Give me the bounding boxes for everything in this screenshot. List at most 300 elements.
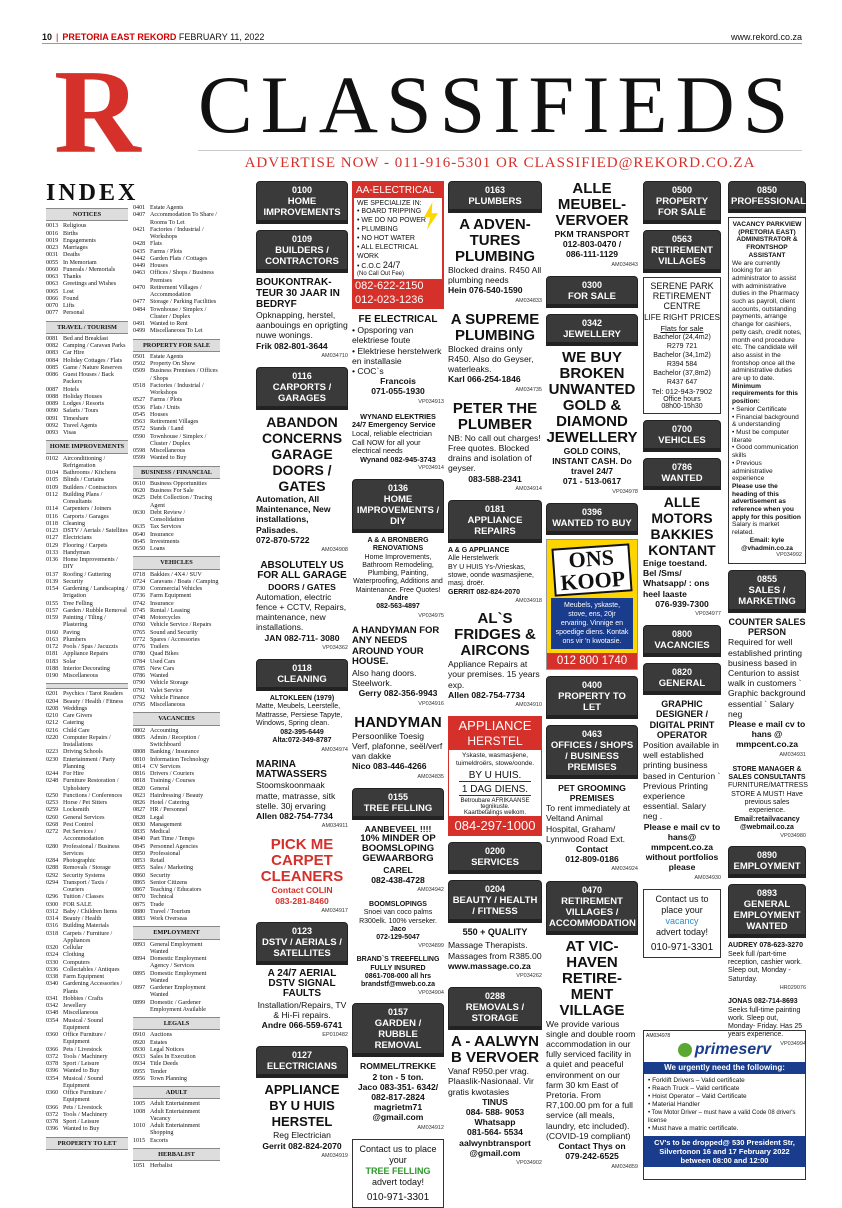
index-section-header: ADULT [133, 1086, 220, 1099]
index-entry: 0786 Wanted [133, 673, 169, 679]
index-entry: 0598 Miscellaneous [133, 448, 186, 454]
index-entry: 0340 Gardening Accessories / Plants [46, 981, 123, 995]
index-entry: 0899 Domestic / Gardener Employment Available [133, 999, 206, 1013]
index-entry: 0827 HR / Personnel [133, 807, 188, 814]
index-entry: 0428 Flats [133, 241, 162, 248]
index-entry: 0955 Tender [133, 1068, 167, 1075]
index-entry: 0860 Security [133, 872, 171, 879]
index-entry: 0378 Sport / Leisure [46, 1061, 100, 1067]
category-header[interactable]: 0342 JEWELLERY [546, 314, 638, 346]
index-entry: 0087 Hotels [46, 386, 79, 393]
index-entry: 0216 Child Care [46, 727, 90, 734]
classified-ad: WE BUY BROKEN UNWANTED GOLD & DIAMOND JEWELLERY GOLD COINS, INSTANT CASH. Do travel 24/7 071 - 513-0617 VP034978 [546, 348, 638, 495]
classified-ad: JONAS 082-714-8693 Seeks full-time painting work. Sleep out, Monday- Friday. Has 25 years experience. VP034994 [728, 998, 806, 1047]
classified-ad: ABSOLUTELY US FOR ALL GARAGE DOORS / GATES Automation, electric fence + CCTV, Repairs, maintenance, new installations. JAN 082-711- 3080 VP034362 [256, 560, 348, 651]
index-entry: 0501 Estate Agents [133, 353, 184, 360]
index-entry: 0491 Wanted to Rent [133, 321, 188, 327]
index-entry: 0893 General Employment Wanted [133, 941, 203, 955]
index-entry: 0127 Electricians [46, 535, 92, 542]
index-entry: 0288 Removals / Storage [46, 865, 111, 872]
index-entry: 0208 Weddings [46, 705, 88, 712]
index-entry: 0250 Functions / Conferences [46, 792, 123, 799]
index-entry: 0765 Sound and Security [133, 629, 198, 636]
primeserv-logo: primeserv [644, 1041, 805, 1059]
index-entry: 0572 Stands / Land [133, 426, 184, 433]
index-entry: 0188 Interior Decorating [46, 665, 110, 672]
index-entry: 0870 Technical [133, 894, 174, 901]
index-entry: 0104 Bathrooms / Kitchens [46, 470, 117, 476]
index-entry: 0956 Town Planning [133, 1075, 187, 1082]
category-header[interactable]: 0400 PROPERTY TO LET [546, 676, 638, 719]
index-entry: 0366 Pets / Livestock [46, 1046, 102, 1053]
index-entry: 0875 Trade [133, 901, 164, 908]
index-entry: 0630 Debt Review / Consolidation [133, 509, 186, 523]
index-entry: 0360 Office Furniture / Equipment [46, 1032, 106, 1046]
index-entry: 0212 Catering [46, 720, 84, 727]
index-entry: 0201 Psychics / Tarot Readers [46, 691, 123, 698]
index-entry: 0320 Cellular [46, 945, 83, 951]
index-entry: 0172 Pools / Spas / Jacuzzis [46, 644, 118, 650]
classified-ad: FE ELECTRICAL • Opsporing van elektriese foute • Elektriese herstelwerk en installasie • COC`s Francois 071-055-1930 VP034913 [352, 314, 444, 405]
column-home-improvements [256, 175, 348, 1167]
classified-ad: A SUPREME PLUMBING Blocked drains only R450. Also do Geyser, waterleaks. Karl 066-254-1846 AM034735 [448, 310, 542, 393]
index-section-header: NOTICES [46, 208, 128, 221]
index-entry: 0509 Business Premises / Offices / Shops [133, 368, 218, 382]
index-section-header: LEGALS [133, 1017, 220, 1030]
index-entry: 0244 For Hire [46, 771, 84, 777]
index-entry: 0318 Carpets / Furniture / Appliances [46, 930, 113, 944]
index-entry: 0442 Garden Flats / Cottages [133, 255, 208, 262]
index-entry: 0181 Appliance Repairs [46, 651, 109, 658]
category-header[interactable]: 0850 PROFESSIONAL [728, 181, 806, 213]
index-entry: 0294 Transport / Taxis / Couriers [46, 879, 108, 893]
index-entry: 0272 Pet Services / Accommodation [46, 829, 104, 843]
appliance-herstel-ad: APPLIANCE HERSTEL Yskaste, wasmasjiene, tuimeldroërs, stowe/oonde. BY U HUIS. 1 DAG DIENS. Betroubare AFRIKAANSE tegnikuste. Kaartbetalings welkom. 084-297-1000 [448, 716, 542, 836]
index-entry: 0292 Security Systems [46, 872, 106, 879]
classified-ad: PET GROOMING PREMISES To rent immediately at Veltand Animal Hospital, Graham/ Lynnwood Road Ext. Contact 012-809-0186 AM034924 [546, 782, 638, 873]
index-entry: 0296 Tuition / Classes [46, 894, 104, 901]
classified-ad: ALLE MEUBEL-VERVOER PKM TRANSPORT 012-803-0470 / 086-111-1129 AM034843 [554, 180, 638, 268]
index-column-1 [46, 205, 128, 1152]
category-header[interactable]: 0157 GARDEN / RUBBLE REMOVAL [352, 1003, 444, 1057]
index-entry: 0378 Sport / Leisure [46, 1119, 100, 1125]
index-entry: 0280 Professional / Business Services [46, 843, 120, 857]
index-entry: 1005 Adult Entertainment [133, 1101, 200, 1108]
index-entry: 0563 Retirement Villages [133, 419, 199, 425]
index-entry: 0123 DSTV / Aerials / Satellites [46, 528, 128, 534]
index-entry: 0183 Solar [46, 658, 76, 665]
classified-ad: ABANDON CONCERNS GARAGE DOORS / GATES Automation, All Maintenance, New installations, Palisades. 072-870-5722 AM034908 [256, 414, 348, 554]
index-entry: 0268 Pest Control [46, 821, 94, 828]
index-entry: 0814 CV Services [133, 763, 181, 770]
index-entry: 0742 Insurance [133, 600, 174, 607]
index-entry: 0354 Musical / Sound Equipment [46, 1017, 103, 1031]
category-header[interactable]: 0786 WANTED [643, 458, 721, 490]
index-entry: 0645 Investments [133, 538, 180, 545]
index-entry: 0063 Greetings and Wishes [46, 281, 117, 288]
index-entry: 0089 Lodges / Resorts [46, 401, 104, 407]
index-entry: 0790 Vehicle Storage [133, 680, 189, 687]
index-entry: 0160 Paving [46, 629, 80, 636]
index-entry: 0840 Part Time / Temps [133, 836, 195, 843]
index-entry: 0407 Accommodation To Share / Rooms To Let [133, 212, 217, 226]
category-header[interactable]: 0118 CLEANING [256, 659, 348, 691]
index-entry: 0316 Building Materials [46, 923, 109, 930]
serene-park-ad: SERENE PARK RETIREMENT CENTRE LIFE RIGHT PRICES Flats for sale Bachelor (24,4m2) R279 721 Bachelor (34,1m2) R394 584 Bachelor (37,8m2) R437 647 Tel: 012-943-7902 Office hours 08h00-15h30 [643, 277, 721, 414]
index-entry: 0360 Office Furniture / Equipment [46, 1090, 106, 1104]
index-section-header [46, 683, 128, 689]
index-entry: 0159 Painting / Tiling / Plastering [46, 615, 106, 629]
classified-ad: GRAPHIC DESIGNER / DIGITAL PRINT OPERATOR Position available in well established printing business based in Centurion ` Previous Printing experience essential. Salary neg . Please e mail cv to hans@ mmpcent.co.za without portfolios please AM034930 [643, 699, 721, 881]
classified-ad: A ADVEN-TURES PLUMBING Blocked drains. R450 All plumbing needs Hein 076-540-1590 AM034833 [448, 216, 542, 304]
index-entry: 0610 Business Opportunities [133, 480, 207, 487]
index-entry: 0220 Computer Repairs / Installations [46, 734, 111, 748]
index-entry: 0118 Cleaning [46, 520, 86, 527]
aa-electrical-ad: AA-ELECTRICAL WE SPECIALIZE IN: • BOARD TRIPPING • WE DO NO POWER • PLUMBING • NO HOT WATER • ALL ELECTRICAL WORK • C.O.C 24/7 (No Call Out Fee) 082-622-2150 012-023-1236 [352, 181, 444, 309]
index-entry: 0855 Sales / Marketing [133, 865, 193, 872]
index-title: INDEX [46, 180, 139, 206]
classified-ad: AANBEVEEL !!!! 10% MINDER OP BOOMSLOPING GEWAARBORG CAREL 082-438-4728 AM034942 [360, 823, 444, 893]
index-entry: 0933 Sales In Execution [133, 1054, 196, 1060]
index-entry: 0421 Factories / Industrial / Workshops [133, 226, 204, 240]
ons-koop-ad: ONS KOOP Meubels, yskaste, stove, ens, 20jr ervaring. Vinnige en spoedige diens. Kontak ons vir 'n kwotasie. 012 800 1740 [546, 539, 638, 670]
index-entry: 0620 Business For Sale [133, 488, 194, 494]
index-section-header: HOME IMPROVEMENTS [46, 440, 128, 453]
category-header[interactable]: 0127 ELECTRICIANS [256, 1046, 348, 1078]
category-header[interactable]: 0109 BUILDERS / CONTRACTORS [256, 230, 348, 273]
index-entry: 0093 Visas [46, 430, 77, 436]
index-entry: 0934 Title Deeds [133, 1061, 179, 1068]
index-entry: 0259 Locksmith [46, 807, 90, 814]
category-header[interactable]: 0181 APPLIANCE REPAIRS [448, 500, 542, 543]
index-entry: 0284 Photographic [46, 858, 96, 864]
index-entry: 0718 Bakkies / 4X4 / SUV [133, 571, 202, 578]
index-entry: 0133 Handyman [46, 549, 90, 556]
index-entry: 0401 Estate Agents [133, 205, 184, 211]
index-entry: 0112 Building Plans / Consultants [46, 491, 103, 505]
index-entry: 0463 Offices / Shops / Business Premises [133, 270, 214, 284]
index-entry: 0260 General Services [46, 814, 105, 821]
index-entry: 0060 Funerals / Memorials [46, 266, 116, 273]
index-entry: 0772 Spares / Accessories [133, 636, 200, 643]
index-entry: 0019 Engagements [46, 237, 96, 244]
index-entry: 0300 FOR SALE [46, 901, 92, 908]
classified-ad: BOUKONTRAK-TEUR 30 JAAR IN BEDRYF Opknapping, herstel, aanbouings en oprigting nuwe wonings. Frik 082-801-3644 AM034710 [256, 277, 348, 359]
contact-box-vacancy: Contact us to place your vacancy advert today! 010-971-3301 [643, 889, 721, 958]
classified-ad: HANDYMAN Persoonlike Toesig Verf, plafonne, seël/verf van dakke Nico 083-446-4266 AM034835 [352, 713, 444, 780]
index-entry: 0930 Legal Notices [133, 1046, 185, 1053]
index-entry: 0137 Roofing / Guttering [46, 571, 112, 578]
contact-box-tree-felling: Contact us to place your TREE FELLING advert today! 010-971-3301 [352, 1139, 444, 1208]
index-entry: 1015 Escorts [133, 1137, 168, 1144]
category-header[interactable]: 0463 OFFICES / SHOPS / BUSINESS PREMISES [546, 725, 638, 779]
index-entry: 0545 Houses [133, 411, 168, 418]
logo-letter: R [54, 45, 141, 178]
index-entry: 0312 Baby / Children Items [46, 908, 117, 915]
classified-ad: 550 + QUALITY Massage Therapists. Massages from R385.00 www.massage.co.za VP034262 [448, 927, 542, 979]
index-entry: 0810 Information Technology [133, 756, 210, 763]
index-entry: 0092 Travel Agents [46, 422, 98, 429]
index-entry: 0204 Beauty / Health / Fitness [46, 698, 124, 705]
classified-ad: ROMMEL/TREKKE 2 ton - 5 ton. Jaco 083-351- 6342/ 082-817-2824 magrietm71 @gmail.com AM034912 [357, 1061, 444, 1131]
category-header[interactable]: 0820 GENERAL [643, 663, 721, 695]
index-entry: 0129 Flooring / Carpets [46, 542, 108, 549]
classified-ad: A & G APPLIANCE Alle Herstelwerk BY U HUIS Ys-/Vrieskas, stowe, oonde wasmasjiene, masj. droër. GERRIT 082-824-2070 AM034918 [448, 547, 542, 604]
column-electrical-trees [352, 175, 444, 1208]
index-section-header: PROPERTY FOR SALE [133, 339, 220, 352]
category-header[interactable]: 0800 VACANCIES [643, 625, 721, 657]
index-entry: 0850 Professional [133, 850, 181, 857]
publication-name: PRETORIA EAST REKORD [62, 32, 177, 42]
index-entry: 0210 Care Givers [46, 713, 93, 719]
classified-ad: PETER THE PLUMBER NB: No call out charges! Free quotes. Blocked drains and isolation of geyser. 083-588-2341 AM034914 [448, 399, 542, 492]
index-section-header: TRAVEL / TOURISM [46, 321, 128, 334]
index-entry: 0324 Clothing [46, 952, 85, 959]
index-entry: 0823 Hairdressing / Beauty [133, 792, 204, 799]
category-header[interactable]: 0136 HOME IMPROVEMENTS / DIY [352, 479, 444, 533]
website-link[interactable]: www.rekord.co.za [730, 32, 802, 42]
classified-ad: AL`S FRIDGES & AIRCONS Appliance Repairs at your premises. 15 years exp. Allen 082-754-7734 AM034910 [448, 610, 542, 708]
category-header[interactable]: 0300 FOR SALE [546, 276, 638, 308]
index-entry: 1051 Herbalist [133, 1163, 173, 1169]
index-entry: 0499 Miscellaneous To Let [133, 328, 203, 335]
index-entry: 0828 Legal [133, 814, 164, 821]
primeserv-ad: AM034978 primeserv We urgently need the following: • Forklift Drivers – Valid certificate • Reach Truck – Valid certificate • Hoist Operator – Valid Certificate • Material Handler • Tow Motor Driver – must have a valid Code 08 driver's license • Must have a matric certificate. CV's to be dropped@ 530 President Str, Silvertonon 16 and 17 February 2022 between 08:00 and 12:00 [643, 1030, 806, 1180]
index-entry: 0330 Computers [46, 959, 90, 966]
index-entry: 0599 Wanted to Buy [133, 455, 187, 462]
category-header[interactable]: 0700 VEHICLES [643, 420, 721, 452]
category-header[interactable]: 0893 GENERAL EMPLOYMENT WANTED [728, 884, 806, 938]
index-entry: 0536 Flats / Units [133, 404, 180, 411]
index-entry: 0920 Estates [133, 1039, 168, 1046]
index-entry: 0023 Marriages [46, 245, 88, 251]
category-header[interactable]: 0563 RETIREMENT VILLAGES [643, 230, 721, 273]
index-entry: 0883 Work Overseas [133, 916, 188, 922]
index-entry: 0084 Holiday Cottages / Flats [46, 357, 123, 364]
index-entry: 0082 Camping / Caravan Parks [46, 343, 126, 349]
index-entry: 0527 Farms / Plots [133, 397, 183, 404]
index-entry: 0163 Plumbers [46, 636, 87, 643]
index-entry: 0077 Personal [46, 310, 84, 317]
index-entry: 0190 Miscellaneous [46, 673, 99, 679]
index-entry: 0016 Births [46, 230, 78, 237]
index-column-2 [133, 205, 220, 1170]
index-entry: 0088 Holiday Houses [46, 393, 103, 400]
index-entry: 0845 Personnel Agencies [133, 843, 198, 850]
index-entry: 0223 Driving Schools [46, 749, 103, 756]
index-entry: 0085 Game / Nature Reserves [46, 364, 123, 371]
index-entry: 0314 Beauty / Health [46, 916, 102, 922]
category-header[interactable]: 0470 RETIREMENT VILLAGES / ACCOMMODATION [546, 881, 638, 935]
category-header[interactable]: 0116 CARPORTS / GARAGES [256, 367, 348, 410]
index-entry: 0248 Furniture Restoration / Upholstery [46, 778, 119, 792]
advertise-banner: ADVERTISE NOW - 011-916-5301 OR CLASSIFIED@REKORD.CO.ZA [198, 150, 802, 174]
index-entry: 0502 Property On Show [133, 361, 196, 367]
index-entry: 0820 General [133, 785, 170, 792]
index-entry: 0338 Farm Equipment [46, 974, 105, 980]
index-entry: 0590 Townhouse / Simplex / Cluster / Duplex [133, 433, 207, 447]
index-entry: 0760 Vehicle Service / Repairs [133, 622, 212, 629]
index-entry: 0808 Banking / Insurance [133, 749, 200, 756]
category-header[interactable]: 0100 HOME IMPROVEMENTS [256, 181, 348, 224]
classified-ad: A - AALWYN B VERVOER Vanaf R950.per vrag. Plaaslik-Nasionaal. Vir gratis kwotasies TINUS 084- 588- 9053 Whatsapp 081-564- 5534 aalwynbtransport @gmail.com VP034902 [448, 1033, 542, 1166]
classified-ad: A HANDYMAN FOR ANY NEEDS AROUND YOUR HOUSE. Also hang doors. Steelwork. Gerry 082-356-9943 VP034916 [352, 624, 444, 707]
category-header[interactable]: 0855 SALES / MARKETING [728, 570, 806, 613]
index-entry: 0792 Vehicle Finance [133, 694, 190, 701]
index-entry: 0366 Pets / Livestock [46, 1104, 102, 1111]
classified-ad: BOOMSLOPINGS Snoei van coco palms R300elk. 100% verseker. Jaco 072-129-5047 VP034899 [359, 901, 444, 950]
classified-ad: PICK ME CARPET CLEANERS Contact COLIN 083-281-8460 AM034917 [260, 836, 348, 914]
index-entry: 0449 Houses [133, 263, 168, 269]
index-entry: 0724 Caravans / Boats / Camping [133, 578, 219, 585]
index-entry: 0081 Bed and Breakfast [46, 335, 109, 342]
column-for-sale [546, 175, 638, 1178]
index-entry: 0066 Found [46, 295, 79, 302]
index-entry: 0776 Trailers [133, 644, 169, 650]
index-entry: 0745 Rental / Leasing [133, 607, 190, 614]
category-header[interactable]: 0200 SERVICES [448, 842, 542, 874]
index-entry: 0230 Entertainment / Party Planning [46, 756, 116, 770]
index-entry: 0109 Builders / Contractors [46, 484, 117, 491]
index-entry: 0795 Miscellaneous [133, 702, 186, 708]
index-section-header: VEHICLES [133, 556, 220, 569]
index-entry: 0894 Domestic Employment Agency / Services [133, 956, 207, 970]
index-entry: 0013 Religious [46, 223, 87, 230]
classified-ad: BRAND`S TREEFELLING FULLY INSURED 0861-708-000 all hrs brandstf@mweb.co.za VP034904 [356, 956, 444, 997]
index-entry: 0865 Senior Citizens [133, 879, 188, 886]
index-entry: 0730 Commercial Vehicles [133, 586, 203, 592]
index-entry: 0070 Lifts [46, 303, 75, 309]
index-entry: 0518 Factories / Industrial / Workshops [133, 382, 204, 396]
index-section-header: BUSINESS / FINANCIAL [133, 466, 220, 479]
page-number: 10 [42, 32, 53, 42]
column-plumbers [448, 175, 542, 1174]
index-entry: 0867 Teaching / Educators [133, 887, 202, 893]
index-entry: 0139 Security [46, 578, 84, 585]
index-entry: 0091 Timeshare [46, 415, 89, 422]
classified-ad: MARINA MATWASSERS Stoomskoonmaak matte, matrasse, sitk stelle. 30j ervaring Allen 082-754-7734 AM034911 [256, 758, 348, 830]
classified-ad: A & A BRONBERG RENOVATIONS Home Improvements, Bathroom Remodeling, Plumbing, Painting, Waterproofing, Additions and Maintenance. Free Quotes! Andre 082-563-4897 VP034975 [353, 536, 444, 619]
index-entry: 0477 Storage / Parking Facilities [133, 299, 217, 306]
index-entry: 0341 Hobbies / Crafts [46, 995, 103, 1002]
issue-date: FEBRUARY 11, 2022 [178, 32, 265, 42]
index-entry: 0484 Townhouse / Simplex / Cluster / Duplex [133, 306, 207, 320]
column-property-vacancies [643, 175, 721, 958]
page-header: 10 | PRETORIA EAST REKORD FEBRUARY 11, 2022 www.rekord.co.za [42, 32, 802, 42]
category-header[interactable]: 0163 PLUMBERS [448, 181, 542, 213]
category-header[interactable]: 0155 TREE FELLING [352, 788, 444, 820]
classified-ad: VACANCY PARKVIEW (PRETORIA EAST) ADMINISTRATOR & FRONTSHOP ASSISTANT We are currently looking for an administrator to assist with administrative duties in the Pharmacy such as payroll, client accounts, outstanding payments, arrange change for cashiers, petty cash, credit notes, month end procedure etc. The candidate will also assist in the frontshop once all the administrative duties are up to date. Minimum requirements for this position: • Senior Certificate • Financial background & understanding • Must be computer literate • Good communication skills • Previous administrative experience Please use the heading of this advertisement as reference when you apply for this position Salary is market related. Email: kyle @vhadmin.co.za VP034992 [728, 217, 806, 564]
worker-icon [678, 1043, 692, 1057]
index-entry: 0396 Wanted to Buy [46, 1126, 100, 1133]
category-header[interactable]: 0204 BEAUTY / HEALTH / FITNESS [448, 880, 542, 923]
index-entry: 0114 Carpenters / Joiners [46, 506, 112, 513]
index-entry: 0640 Insurance [133, 531, 174, 538]
category-header[interactable]: 0123 DSTV / AERIALS / SATELLITES [256, 922, 348, 965]
classified-ad: A 24/7 AERIAL DSTV SIGNAL FAULTS Installation/Repairs, TV & Hi-Fi repairs. Andre 066-559-6741 EP010482 [257, 967, 348, 1039]
index-entry: 0065 Lost [46, 288, 74, 295]
index-entry: 0342 Jewellery [46, 1003, 87, 1009]
classified-ad: COUNTER SALES PERSON Required for well established printing business based in Centurion to assist walk in customers ` Graphic background essential ` Salary neg Please e mail cv to hans @ mmpcent.co.za AM034931 [728, 616, 806, 758]
index-entry: 0816 Drivers / Couriers [133, 771, 195, 777]
index-section-header: PROPERTY TO LET [46, 1137, 128, 1150]
index-entry: 0105 Blinds / Curtains [46, 477, 105, 484]
classified-ad: STORE MANAGER & SALES CONSULTANTS FURNITURE/MATTRESS STORE A MUST! Have previous sales experience. Email:retailvacancy @webmail.co.za VP034980 [728, 765, 808, 840]
index-entry: 0116 Carports / Garages [46, 513, 109, 520]
column-professional [728, 175, 806, 1054]
index-entry: 0354 Musical / Sound Equipment [46, 1075, 103, 1089]
index-entry: 0470 Retirement Villages / Accommodation [133, 284, 202, 298]
index-entry: 0155 Tree Felling [46, 600, 93, 607]
index-entry: 0396 Wanted to Buy [46, 1068, 100, 1075]
category-header[interactable]: 0396 WANTED TO BUY [546, 503, 638, 535]
index-entry: 0031 Deaths [46, 252, 80, 259]
index-section-header: EMPLOYMENT [133, 926, 220, 939]
index-entry: 0780 Quad Bikes [133, 651, 179, 658]
index-section-header: VACANCIES [133, 712, 220, 725]
index-entry: 0625 Debt Collection / Tracing Agent [133, 495, 213, 509]
index-entry: 0348 Miscellaneous [46, 1010, 99, 1017]
index-entry: 0154 Gardening / Landscaping / Irrigation [46, 586, 128, 600]
page-title: CLASSIFIEDS [198, 59, 797, 150]
index-entry: 0880 Travel / Tourism [133, 908, 191, 915]
index-entry: 0136 Home Improvements / DIY [46, 557, 118, 571]
index-entry: 0063 Thanks [46, 274, 81, 280]
index-entry: 0818 Training / Courses [133, 778, 196, 785]
index-entry: 0157 Garden / Rubble Removal [46, 607, 127, 614]
index-entry: 0897 Gardener Employment Wanted [133, 985, 206, 999]
index-entry: 0805 Admin / Reception / Switchboard [133, 734, 200, 748]
index-entry: 0791 Valet Service [133, 687, 183, 694]
index-entry: 0253 Horse / Pet Sitters [46, 800, 108, 806]
classified-ad: AUDREY 078-623-3270 Seek full /part-time reception, cashier work. Sleep out, Monday - Saturday. HR029076 [728, 942, 806, 991]
index-entry: 0102 Airconditioning / Refrigeration [46, 455, 106, 469]
index-entry: 0785 New Cars [133, 665, 175, 672]
classified-ad: ALLE MOTORS BAKKIES KONTANT Enige toestand. Bel /Sms/ Whatsapp/ : ons heel laaste 076-939-7300 VP034977 [643, 494, 721, 618]
index-entry: 0435 Farms / Plots [133, 248, 183, 255]
index-entry: 0830 Management [133, 821, 182, 828]
index-entry: 1008 Adult Entertainment Vacancy [133, 1108, 200, 1122]
classified-ad: ALTOKLEEN (1979) Matte, Meubels, Leerstelle, Mattrasse, Persiese Tapyte, Windows, Spring clean. 082-395-6449 Alta:072-349-8787 AM034974 [256, 695, 348, 753]
index-entry: 0650 Loans [133, 546, 165, 552]
index-entry: 0784 Used Cars [133, 658, 176, 665]
category-header[interactable]: 0890 EMPLOYMENT [728, 846, 806, 878]
index-entry: 0835 Medical [133, 829, 170, 835]
index-section-header: HERBALIST [133, 1148, 220, 1161]
index-entry: 0086 Guest Houses / Back Packers [46, 372, 114, 386]
index-entry: 0090 Safaris / Tours [46, 408, 99, 415]
index-entry: 0336 Collectables / Antiques [46, 966, 120, 973]
index-entry: 0372 Tools / Machinery [46, 1111, 108, 1118]
index-entry: 0802 Accounting [133, 727, 179, 734]
index-entry: 0826 Hotel / Catering [133, 800, 190, 806]
index-entry: 0910 Auctions [133, 1032, 173, 1039]
classified-ad: AT VIC-HAVEN RETIRE-MENT VILLAGE We provide various single and double room accommodation in our fully serviced facility in a quiet and peaceful environment on our farm 30 km East of Pretoria. From R7,100.00 pm for a full service (all meals, laundry, etc included). (COVID-19 compliant) Contact Thys on 079-242-6525 AM034859 [546, 937, 638, 1170]
category-header[interactable]: 0288 REMOVALS / STORAGE [448, 987, 542, 1030]
index-entry: 0736 Farm Equipment [133, 593, 192, 600]
index-entry: 0853 Retail [133, 858, 165, 864]
index-entry: 1010 Adult Entertainment Shopping [133, 1123, 200, 1137]
category-header[interactable]: 0500 PROPERTY FOR SALE [643, 181, 721, 224]
index-entry: 0748 Motorcycles [133, 615, 181, 621]
classified-ad: WYNAND ELEKTRIES 24/7 Emergency Service Local, reliable electrician Call NOW for all your electrical needs Wynand 082-945-3743 VP034914 [352, 411, 444, 472]
classified-ad: APPLIANCE BY U HUIS HERSTEL Reg Electrician Gerrit 082-824-2070 AM034919 [262, 1082, 348, 1159]
index-entry: 0372 Tools / Machinery [46, 1053, 108, 1060]
index-entry: 0055 In Memoriam [46, 259, 97, 266]
index-entry: 0895 Domestic Employment Wanted [133, 970, 207, 984]
index-entry: 0083 Car Hire [46, 350, 85, 357]
index-entry: 0635 Tax Services [133, 524, 182, 531]
